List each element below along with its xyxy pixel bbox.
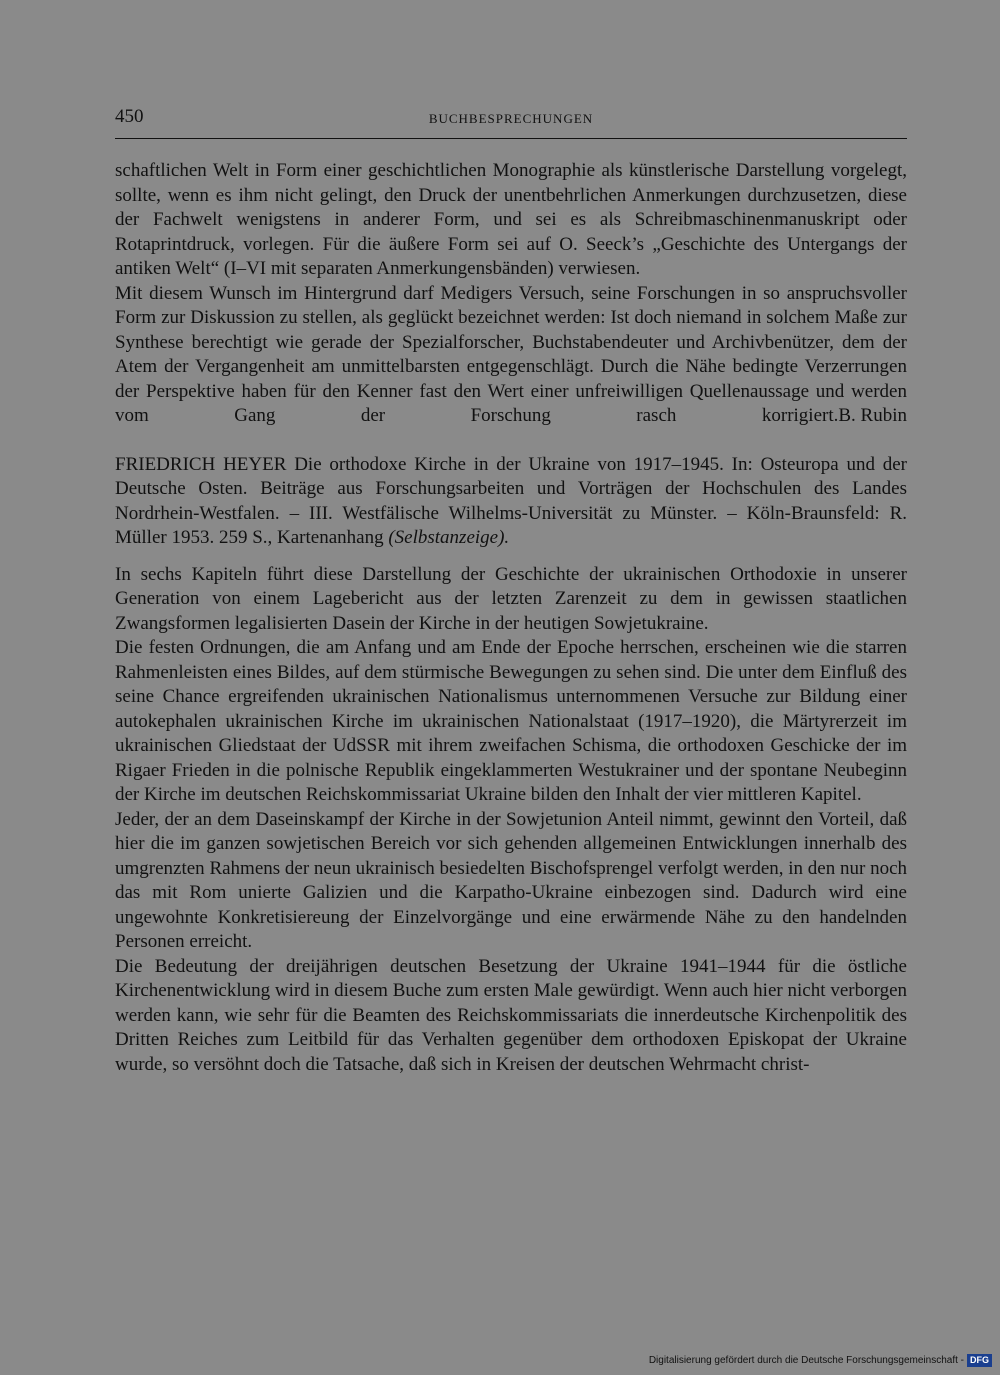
bibliographic-text: FRIEDRICH HEYER Die orthodoxe Kirche in der Ukraine von 1917–1945. In: Osteuropa und der Deutsche Osten. Beiträge aus Forschungsarbeiten und Vorträgen der Hochschulen des Landes Nordrhein-Westfalen. – III. Westfälische Wilhelms-Universität zu Münster. – Köln-Braunsfeld: R. Müller 1953. 259 S., Kartenanhang [115,453,907,548]
paragraph: In sechs Kapiteln führt diese Darstellung der Geschichte der ukrainischen Orthodoxie in unserer Generation von einem Lagebericht aus der letzten Zarenzeit zu dem in gewissen staatlichen Zwangsformen legalisierten Dasein der Kirche in der heutigen Sowjetukraine. [115,563,907,634]
page-header [115,104,907,139]
credit-text: Digitalisierung gefördert durch die Deutsche Forschungsgemeinschaft - [648,1355,964,1366]
book-review [115,453,907,1078]
dfg-logo: DFG [967,1354,992,1367]
digitization-credit [649,1354,992,1367]
running-title: BUCHBESPRECHUNGEN [428,111,594,126]
paragraph: schaftlichen Welt in Form einer geschichtlichen Monographie als künstlerische Darstellung vorgelegt, sollte, wenn es ihm nicht gelingt, den Druck der unentbehrlichen Anmerkungen durchzusetzen, diese der Fachwelt wenigstens in anderer Form, und sei es als Schreibmaschinenmanuskript oder Rotaprintdruck, vorlegen. Für die äußere Form sei auf O. Seeck’s „Geschichte des Untergangs der antiken Welt“ (I–VI mit separaten Anmerkungensbänden) verwiesen. [115,160,907,279]
page-body [115,159,907,1077]
paragraph: Die festen Ordnungen, die am Anfang und am Ende der Epoche herrschen, erscheinen wie die starren Rahmenleisten eines Bildes, auf dem stürmische Bewegungen zu sehen sind. Die unter dem Einfluß des seine Chance ergreifenden ukrainischen Nationalismus unternommenen Versuche zur Bildung einer autokephalen ukrainischen Kirche im ukrainischen Nationalstaat (1917–1920), die Märtyrerzeit im ukrainischen Gliedstaat der UdSSR mit ihrem zweifachen Schisma, die orthodoxen Geschicke der im Rigaer Frieden in die polnische Republik eingeklammerten Westukrainer und der spontane Neubeginn der Kirche im deutschen Reichskommissariat Ukraine bilden den Inhalt der vier mittleren Kapitel. [115,637,907,805]
paragraph: Die Bedeutung der dreijährigen deutschen Besetzung der Ukraine 1941–1944 für die östliche Kirchenentwicklung wird in diesem Buche zum ersten Male gewürdigt. Wenn auch hier nicht verborgen werden kann, wie sehr für die Beamten des Reichskommissariats die innerdeutsche Kirchenpolitik des Dritten Reiches zum Leitbild für das Verhalten gegenüber dem orthodoxen Episkopat der Ukraine wurde, so versöhnt doch die Tatsache, daß sich in Kreisen der deutschen Wehrmacht christ- [115,955,907,1075]
reviewer-signature: B. Rubin [838,405,907,426]
self-review-note: (Selbstanzeige). [388,527,510,548]
paragraph-text: Mit diesem Wunsch im Hintergrund darf Medigers Versuch, seine Forschungen in so anspruchsvoller Form zur Diskussion zu stellen, als geglückt bezeichnet werden: Ist doch niemand in solchem Maße zur Synthese berechtigt wie gerade der Spezialforscher, Buchstabendeuter und Archivbenützer, dem der Atem der Vergangenheit am unmittelbarsten entgegenschlägt. Durch die Nähe bedingte Verzerrungen der Perspektive haben für den Kenner fast den Wert einer unfreiwilligen Quellenaussage und werden vom Gang der Forschung rasch korrigiert. [115,282,907,426]
page-number: 450 [115,106,144,127]
paragraph: Jeder, der an dem Daseinskampf der Kirche in der Sowjetunion Anteil nimmt, gewinnt den Vorteil, daß hier die im ganzen sowjetischen Bereich vor sich gehenden allgemeinen Entwicklungen innerhalb des umgrenzten Rahmens der neun ukrainisch besiedelten Bischofsprengel verfolgt werden, in den nur noch das mit Rom unierte Galizien und die Karpatho-Ukraine einbezogen sind. Dadurch wird eine ungewohnte Konkretisiereung der Einzelvorgänge und eine erwärmende Nähe zu den handelnden Personen erreicht. [115,808,907,952]
paragraph [115,282,907,429]
review-continuation [115,159,907,429]
bibliographic-entry [115,453,907,551]
